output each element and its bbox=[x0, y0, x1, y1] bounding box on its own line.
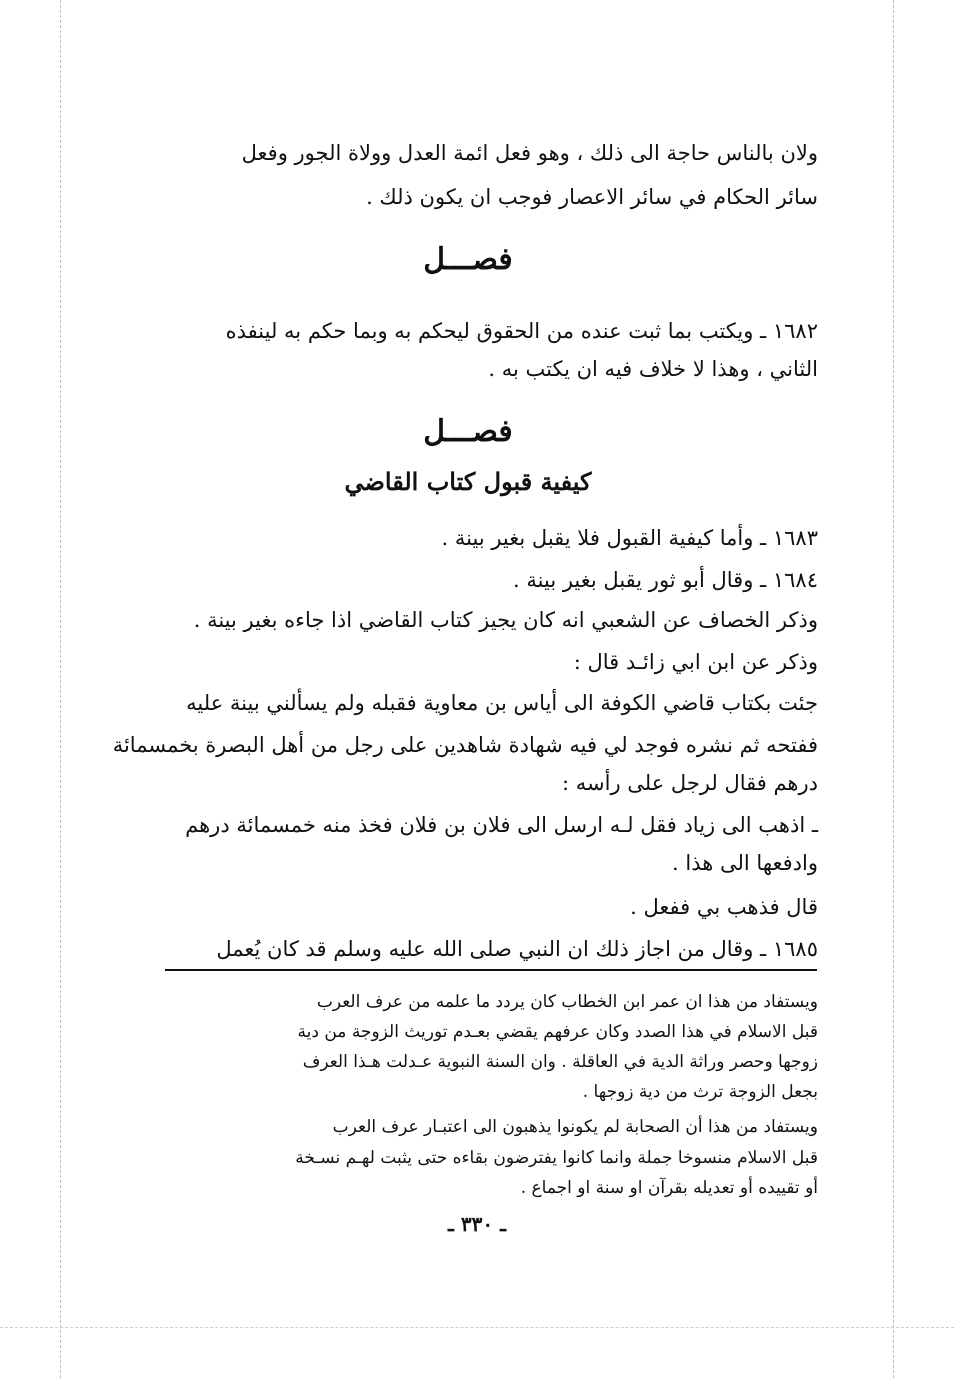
body-line: ففتحه ثم نشره فوجد لي فيه شهادة شاهدين على رجل من أهل البصرة بخمسمائة bbox=[112, 733, 818, 757]
footnote-line: ويستفاد من هذا أن الصحابة لم يكونوا يذهبون الى اعتبـار عرف العرب bbox=[332, 1117, 818, 1137]
body-line: سائر الحكام في سائر الاعصار فوجب ان يكون ذلك . bbox=[366, 185, 818, 209]
body-line: جئت بكتاب قاضي الكوفة الى أياس بن معاوية فقبله ولم يسألني بينة عليه bbox=[186, 691, 818, 715]
body-line: درهم فقال لرجل على رأسه : bbox=[562, 771, 818, 795]
section-heading: فصـــل bbox=[423, 242, 513, 277]
body-line: قال فذهب بي ففعل . bbox=[630, 895, 818, 919]
scan-border-bottom bbox=[0, 1327, 954, 1328]
footnote-line: زوجها وحصر وراثة الدية في العاقلة . وان السنة النبوية عـدلت هـذا العرف bbox=[302, 1052, 818, 1072]
body-line: ولان بالناس حاجة الى ذلك ، وهو فعل ائمة العدل وولاة الجور وفعل bbox=[241, 141, 818, 165]
body-line: وذكر الخصاف عن الشعبي انه كان يجيز كتاب القاضي اذا جاءه بغير بينة . bbox=[193, 608, 818, 632]
footnote-separator bbox=[165, 969, 817, 971]
body-line: ـ اذهب الى زياد فقل لـه ارسل الى فلان بن فلان فخذ منه خمسمائة درهم bbox=[185, 813, 818, 837]
scan-border-left bbox=[60, 0, 61, 1378]
body-line: ١٦٨٥ ـ وقال من اجاز ذلك ان النبي صلى الله عليه وسلم قد كان يُعمل bbox=[216, 937, 818, 961]
footnote-line: قبل الاسلام في هذا الصدد وكان عرفهم يقضي بعـدم توريث الزوجة من دية bbox=[297, 1022, 818, 1042]
section-subheading: كيفية قبول كتاب القاضي bbox=[344, 467, 592, 496]
body-line: ١٦٨٣ ـ وأما كيفية القبول فلا يقبل بغير بينة . bbox=[441, 526, 818, 550]
section-heading: فصـــل bbox=[423, 414, 513, 449]
body-line: ١٦٨٤ ـ وقال أبو ثور يقبل بغير بينة . bbox=[513, 568, 818, 592]
body-line: وذكر عن ابن ابي زائـد قال : bbox=[573, 650, 818, 674]
body-line: الثاني ، وهذا لا خلاف فيه ان يكتب به . bbox=[488, 357, 818, 381]
footnote-line: أو تقييده أو تعديله بقرآن او سنة او اجماع . bbox=[520, 1178, 818, 1198]
page-number: ـ ٣٣٠ ـ bbox=[448, 1212, 506, 1236]
body-line: وادفعها الى هذا . bbox=[672, 851, 818, 875]
footnote-line: ويستفاد من هذا ان عمر ابن الخطاب كان يردد ما علمه من عرف العرب bbox=[316, 992, 818, 1012]
scan-border-right bbox=[893, 0, 894, 1378]
footnote-line: قبل الاسلام منسوخا جملة وانما كانوا يفترضون بقاءه حتى يثبت لهـم نسـخة bbox=[295, 1148, 818, 1168]
body-line: ١٦٨٢ ـ ويكتب بما ثبت عنده من الحقوق ليحكم به وبما حكم به لينفذه bbox=[225, 319, 818, 343]
footnote-line: بجعل الزوجة ترث من دية زوجها . bbox=[582, 1082, 818, 1102]
